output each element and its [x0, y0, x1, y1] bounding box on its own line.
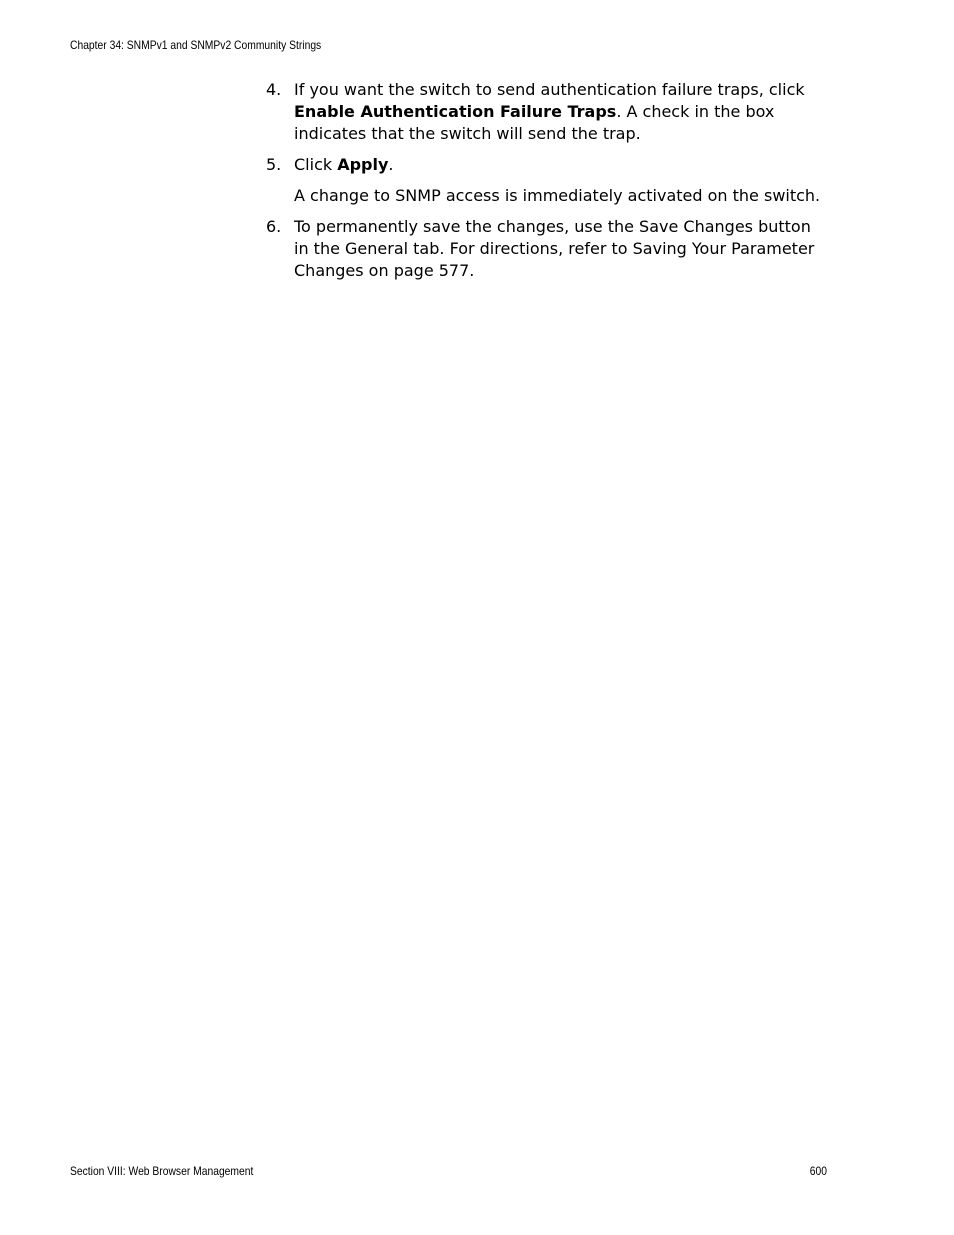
instruction-list [266, 79, 826, 291]
step-6 [266, 216, 826, 282]
step-number: 5. [266, 155, 282, 174]
ui-term-enable-auth-failure-traps: Enable Authentication Failure Traps [294, 102, 617, 121]
step-text-after: . A check in the box indicates that the switch will send the trap. [294, 102, 775, 143]
step-number: 4. [266, 80, 282, 99]
step-text-before: Click [294, 155, 338, 174]
running-header: Chapter 34: SNMPv1 and SNMPv2 Community Strings [70, 38, 322, 52]
step-text-before: If you want the switch to send authentication failure traps, click [294, 80, 805, 99]
step-number: 6. [266, 217, 282, 236]
step-text-before: To permanently save the changes, use the Save Changes button in the General tab. For directions, refer to Saving Your Parameter Changes on page 577. [294, 217, 815, 280]
step-text [294, 154, 826, 176]
step-5-note: A change to SNMP access is immediately activated on the switch. [294, 186, 821, 205]
footer-section-title: Section VIII: Web Browser Management [70, 1164, 254, 1178]
step-4 [266, 79, 826, 145]
step-text-after: . [388, 155, 394, 174]
step-text [294, 79, 826, 145]
step-text [294, 216, 826, 282]
page-number: 600 [809, 1164, 827, 1178]
ui-term-apply: Apply [337, 155, 389, 174]
step-5 [266, 154, 826, 176]
